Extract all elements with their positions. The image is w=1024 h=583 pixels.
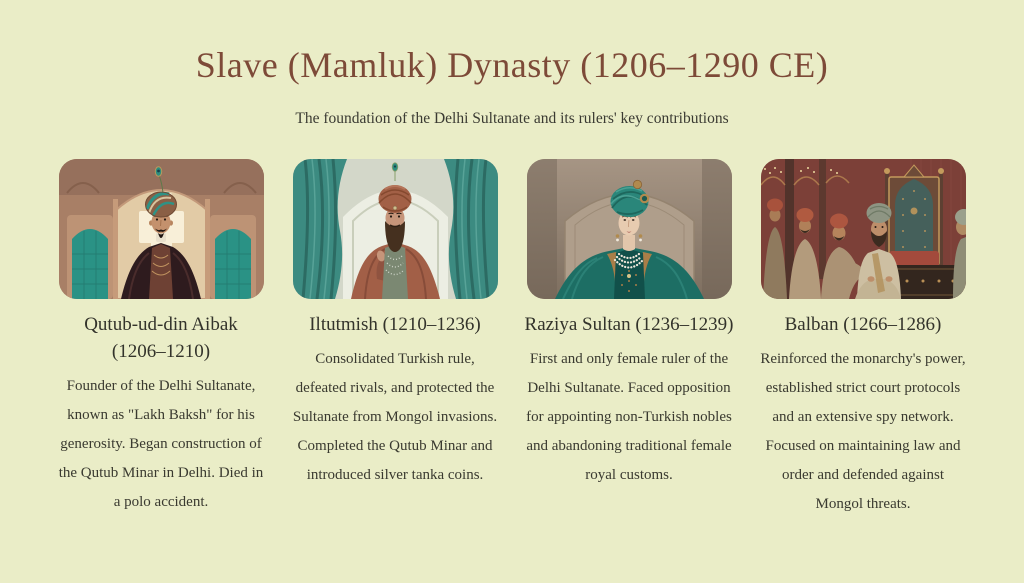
card-iltutmish	[289, 159, 501, 519]
card-qutub-ud-din-aibak	[55, 159, 267, 519]
iltutmish-portrait-illustration	[293, 159, 498, 299]
card-title: Iltutmish (1210–1236)	[309, 314, 481, 335]
card-title: Balban (1266–1286)	[784, 314, 942, 335]
card-title: Raziya Sultan (1236–1239)	[524, 314, 734, 335]
balban-court-illustration	[761, 159, 966, 299]
card-raziya-sultan	[523, 159, 735, 519]
portrait-iltutmish-image	[293, 159, 498, 299]
portrait-raziya-sultan-image	[527, 159, 732, 299]
card-description: Consolidated Turkish rule, defeated rivals, and protected the Sultanate from Mongol invasions. Completed the Qutub Minar and introduced silver tanka coins.	[292, 351, 498, 483]
page-title: Slave (Mamluk) Dynasty (1206–1290 CE)	[195, 45, 829, 85]
card-description: Reinforced the monarchy's power, established strict court protocols and an extensive spy network. Focused on maintaining law and order and defended against Mongol threats.	[760, 351, 966, 512]
card-title: Qutub-ud-din Aibak (1206–1210)	[84, 314, 238, 362]
ruler-cards-row	[0, 159, 1024, 519]
page-subtitle: The foundation of the Delhi Sultanate and its rulers' key contributions	[295, 110, 729, 127]
card-description: Founder of the Delhi Sultanate, known as "Lakh Baksh" for his generosity. Began construction of the Qutub Minar in Delhi. Died in a polo accident.	[58, 378, 264, 510]
raziya-portrait-illustration	[527, 159, 732, 299]
portrait-qutub-ud-din-aibak-image	[59, 159, 264, 299]
court-scene-balban-image	[761, 159, 966, 299]
card-balban	[757, 159, 969, 519]
card-description: First and only female ruler of the Delhi Sultanate. Faced opposition for appointing non-Turkish nobles and abandoning traditional female royal customs.	[526, 351, 732, 483]
aibak-portrait-illustration	[59, 159, 264, 299]
